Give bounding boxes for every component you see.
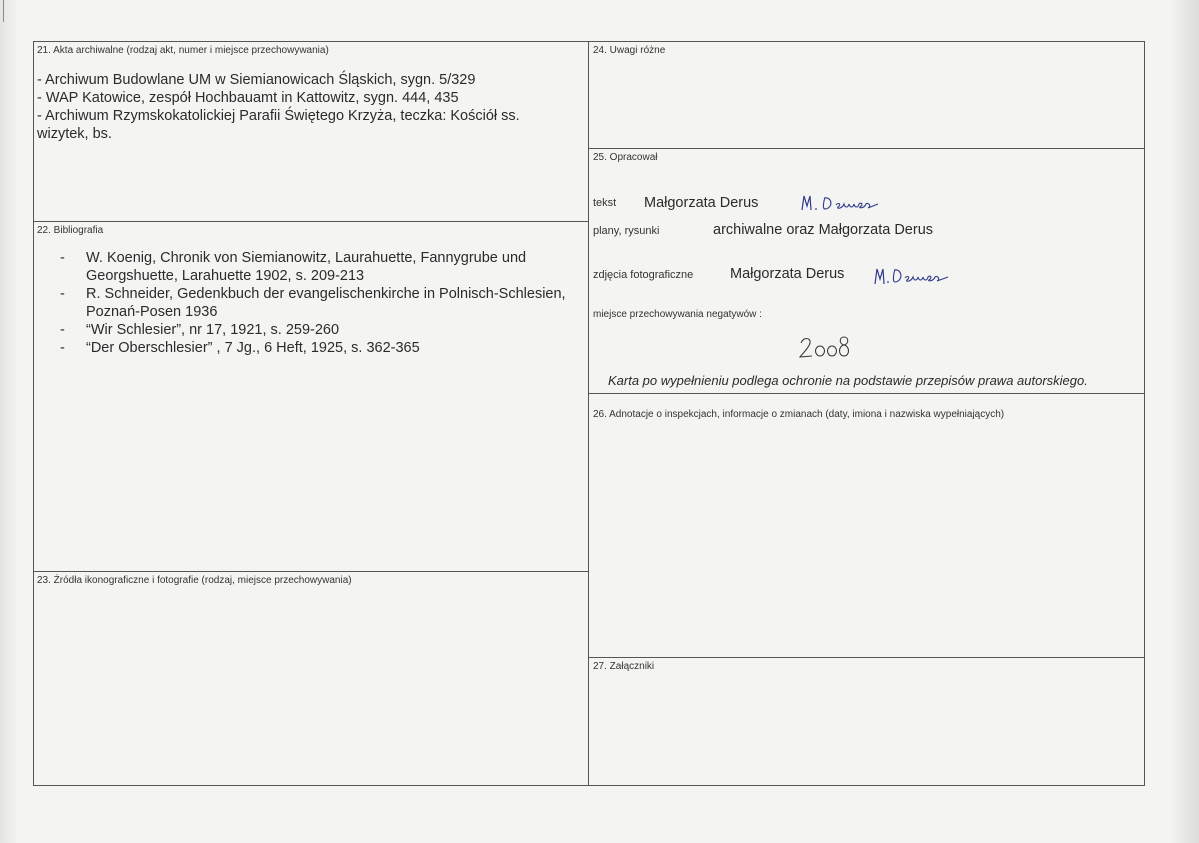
divider-25-26 (588, 393, 1145, 394)
copyright-notice: Karta po wypełnieniu podlega ochronie na podstawie przepisów prawa autorskiego. (608, 373, 1088, 388)
section21-line: wizytek, bs. (37, 126, 112, 142)
bibliography-text: “Der Oberschlesier” , 7 Jg., 6 Heft, 1925, s. 362-365 (86, 340, 420, 356)
list-dash: - (60, 250, 65, 266)
section21-line: - Archiwum Rzymskokatolickiej Parafii Świętego Krzyża, teczka: Kościół ss. (37, 108, 520, 124)
section22-label: 22. Bibliografia (37, 225, 104, 236)
bibliography-text: “Wir Schlesier”, nr 17, 1921, s. 259-260 (86, 322, 340, 338)
divider-26-27 (588, 657, 1145, 658)
zdjecia-label: zdjęcia fotograficzne (593, 269, 694, 281)
negatywy-label: miejsce przechowywania negatywów : (593, 309, 762, 320)
list-dash: - (60, 286, 65, 302)
section24-label: 24. Uwagi różne (593, 45, 666, 56)
zdjecia-value: Małgorzata Derus (730, 266, 845, 282)
list-dash: - (60, 340, 65, 356)
list-dash: - (60, 322, 65, 338)
section21-content (37, 71, 582, 143)
plany-label: plany, rysunki (593, 225, 660, 237)
section21-line: - WAP Katowice, zespół Hochbauamt in Kattowitz, sygn. 444, 435 (37, 90, 459, 106)
plany-value: archiwalne oraz Małgorzata Derus (713, 222, 934, 238)
section23-label: 23. Źródła ikonograficzne i fotografie (rodzaj, miejsce przechowywania) (37, 575, 352, 586)
bibliography-text: W. Koenig, Chronik von Siemianowitz, Laurahuette, Fannygrube und Georgshuette, Larahuette 1902, s. 209-213 (86, 250, 527, 284)
scan-mark (3, 0, 4, 22)
bibliography-item (60, 321, 580, 339)
section21-label: 21. Akta archiwalne (rodzaj akt, numer i miejsce przechowywania) (37, 45, 329, 56)
divider-24-25 (588, 148, 1145, 149)
bibliography-text: R. Schneider, Gedenkbuch der evangelischenkirche in Polnisch-Schlesien, Poznań-Posen 1936 (86, 286, 566, 320)
bibliography-item (60, 249, 580, 285)
tekst-label: tekst (593, 197, 617, 209)
bibliography-item (60, 339, 580, 357)
signature-icon (798, 192, 888, 216)
section25-label: 25. Opracował (593, 152, 658, 163)
section21-line: - Archiwum Budowlane UM w Siemianowicach Śląskich, sygn. 5/329 (37, 72, 476, 88)
tekst-value: Małgorzata Derus (644, 195, 759, 211)
section27-label: 27. Załączniki (593, 661, 655, 672)
column-divider (588, 41, 589, 786)
handwritten-year-icon (798, 334, 858, 362)
bibliography-list (60, 249, 580, 357)
bibliography-item (60, 285, 580, 321)
signature-icon (872, 264, 962, 288)
section26-label: 26. Adnotacje o inspekcjach, informacje o zmianach (daty, imiona i nazwiska wypełniających) (593, 409, 1005, 420)
divider-22-23 (33, 571, 589, 572)
divider-21-22 (33, 221, 589, 222)
